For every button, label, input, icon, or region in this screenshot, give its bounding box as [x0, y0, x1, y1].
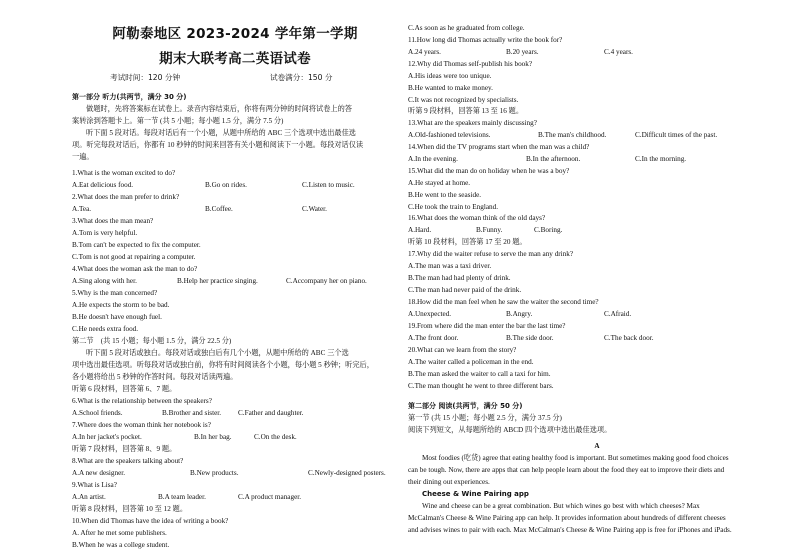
question: 3.What does the man mean?: [72, 217, 154, 225]
option: B.When he was a college student.: [72, 541, 170, 549]
passage-line: their dining out experiences.: [408, 478, 490, 486]
exam-title-line1: 阿勒泰地区 2023-2024 学年第一学期: [112, 26, 358, 42]
option: A.In the evening.: [408, 155, 458, 163]
option: C.He took the train to England.: [408, 203, 499, 211]
question: 11.How long did Thomas actually write the book for?: [408, 36, 563, 44]
option: C.Water.: [302, 205, 327, 213]
option: B.The man's childhood.: [538, 131, 607, 139]
option: B.He wanted to make money.: [408, 84, 493, 92]
option: C.As soon as he graduated from college.: [408, 24, 525, 32]
option: A.24 years.: [408, 48, 441, 56]
option: A.Unexpected.: [408, 310, 452, 318]
option: C.Boring.: [534, 226, 563, 234]
option: A.The waiter called a policeman in the end.: [408, 358, 534, 366]
passage-line: can be tough. Now, there are apps that can help people learn about the food they eat to improve their diets and: [408, 466, 725, 474]
section2-intro: 听下面 5 段对话或独白。每段对话或独白后有几个小题，从题中所给的 ABC 三个选: [86, 349, 349, 357]
section2-intro: 项中选出最佳选项。听每段对话或独白前，你将有时间阅读各个小题，每小题 5 秒钟；听完后，: [72, 361, 374, 369]
part1-heading: 第一部分 听力(共两节，满分 30 分): [72, 93, 187, 101]
option: B.In her bag.: [194, 433, 232, 441]
material-note: 听第 9 段材料，回答第 13 至 16 题。: [408, 107, 524, 115]
option: A.Old-fashioned televisions.: [408, 131, 491, 139]
option: B.Funny.: [476, 226, 503, 234]
option: A. After he met some publishers.: [72, 529, 167, 537]
options-row: [72, 468, 398, 479]
question: 10.When did Thomas have the idea of writing a book?: [72, 517, 229, 525]
option: B.The side door.: [506, 334, 554, 342]
part2-heading: 第二部分 阅读(共两节，满分 50 分): [408, 402, 523, 410]
question: 6.What is the relationship between the speakers?: [72, 397, 212, 405]
option: A.The front door.: [408, 334, 459, 342]
option: C.4 years.: [604, 48, 633, 56]
option: C.The man thought he went to three different bars.: [408, 382, 554, 390]
option: C.Newly-designed posters.: [308, 469, 386, 477]
material-note: 听第 8 段材料，回答第 10 至 12 题。: [72, 505, 188, 513]
option: A.He stayed at home.: [408, 179, 471, 187]
passage-line: Wine and cheese can be a great combination. But which wines go best with which cheeses? Max: [422, 502, 700, 510]
part1-intro: 案转涂到答题卡上。第一节 (共 5 小题；每小题 1.5 分，满分 7.5 分): [72, 117, 284, 125]
option: B.A team leader.: [158, 493, 206, 501]
option: C.Afraid.: [604, 310, 632, 318]
options-row: [408, 309, 786, 320]
question: 20.What can we learn from the story?: [408, 346, 517, 354]
option: A.An artist.: [72, 493, 106, 501]
question: 16.What does the woman think of the old days?: [408, 214, 546, 222]
full-score: 试卷满分：150 分: [270, 73, 333, 82]
question: 5.Why is the man concerned?: [72, 289, 158, 297]
options-row: [408, 154, 786, 165]
question: 15.What did the man do on holiday when he was a boy?: [408, 167, 570, 175]
question: 17.Why did the waiter refuse to serve the man any drink?: [408, 250, 574, 258]
option: B.He doesn't have enough fuel.: [72, 313, 162, 321]
option: C.A product manager.: [238, 493, 302, 501]
option: C.Accompany her on piano.: [286, 277, 367, 285]
part2-section1: 第一节 (共 15 小题；每小题 2.5 分，满分 37.5 分): [408, 414, 562, 422]
material-note: 听第 10 段材料，回答第 17 至 20 题。: [408, 238, 527, 246]
question: 19.From where did the man enter the bar the last time?: [408, 322, 566, 330]
option: B.Angry.: [506, 310, 533, 318]
question: 13.What are the speakers mainly discussing?: [408, 119, 537, 127]
options-row: [72, 180, 398, 191]
passage-line: and advises wines to pair with each. Max McCalman's Cheese & Wine Pairing app is free for iPhones and iPads.: [408, 526, 732, 534]
option: A.The man was a taxi driver.: [408, 262, 492, 270]
option: C.The back door.: [604, 334, 654, 342]
material-note: 听第 7 段材料，回答第 8、9 题。: [72, 445, 177, 453]
section2-intro: 各小题将给出 5 秒钟的作答时间。每段对话读两遍。: [72, 373, 238, 381]
exam-time: 考试时间：120 分钟: [110, 73, 181, 82]
question: 9.What is Lisa?: [72, 481, 117, 489]
passage-label: A: [594, 442, 600, 450]
option: A.Hard.: [408, 226, 432, 234]
question: 2.What does the man prefer to drink?: [72, 193, 180, 201]
option: B.The man had had plenty of drink.: [408, 274, 511, 282]
option: C.In the morning.: [635, 155, 687, 163]
option: C.It was not recognized by specialists.: [408, 96, 519, 104]
passage-line: McCalman's Cheese & Wine Pairing app can help. It provides information about hundreds of different cheeses: [408, 514, 726, 522]
option: A.Tom is very helpful.: [72, 229, 138, 237]
options-row: [72, 276, 398, 287]
app-title: Cheese & Wine Pairing app: [422, 490, 529, 498]
option: A.Tea.: [72, 205, 92, 213]
option: B.Brother and sister.: [162, 409, 222, 417]
part1-intro: 做题时，先将答案标在试卷上。录音内容结束后，你将有两分钟的时间将试卷上的答: [86, 105, 352, 113]
option: B.New products.: [190, 469, 239, 477]
option: A.School friends.: [72, 409, 123, 417]
options-row: [408, 333, 786, 344]
option: C.Tom is not good at repairing a computer.: [72, 253, 196, 261]
option: C.Listen to music.: [302, 181, 355, 189]
options-row: [408, 130, 786, 141]
passage-line: Most foodies (吃货) agree that eating healthy food is important. But sometimes making good food choices: [422, 454, 729, 462]
option: C.On the desk.: [254, 433, 297, 441]
option: B.Coffee.: [205, 205, 233, 213]
option: A.He expects the storm to be bad.: [72, 301, 170, 309]
section2-heading: 第二节 (共 15 小题；每小题 1.5 分，满分 22.5 分): [72, 337, 232, 345]
option: B.He went to the seaside.: [408, 191, 482, 199]
options-row: [72, 492, 398, 503]
option: C.The man had never paid of the drink.: [408, 286, 522, 294]
question: 1.What is the woman excited to do?: [72, 169, 176, 177]
option: A.In her jacket's pocket.: [72, 433, 142, 441]
option: C.Difficult times of the past.: [635, 131, 718, 139]
part1-intro: 听下面 5 段对话。每段对话后有一个小题，从题中所给的 ABC 三个选项中选出最佳选: [86, 129, 356, 137]
option: A.A new designer.: [72, 469, 126, 477]
question: 8.What are the speakers talking about?: [72, 457, 184, 465]
question: 12.Why did Thomas self-publish his book?: [408, 60, 533, 68]
options-row: [72, 204, 398, 215]
question: 14.When did the TV programs start when the man was a child?: [408, 143, 590, 151]
option: B.20 years.: [506, 48, 539, 56]
option: B.Go on rides.: [205, 181, 247, 189]
options-row: [72, 432, 398, 443]
question: 18.How did the man feel when he saw the waiter the second time?: [408, 298, 599, 306]
question: 4.What does the woman ask the man to do?: [72, 265, 198, 273]
option: B.Help her practice singing.: [177, 277, 258, 285]
option: A.Eat delicious food.: [72, 181, 134, 189]
option: A.His ideas were too unique.: [408, 72, 492, 80]
part1-intro: 一遍。: [72, 153, 94, 161]
option: C.He needs extra food.: [72, 325, 139, 333]
options-row: [408, 47, 786, 58]
option: B.In the afternoon.: [526, 155, 581, 163]
question: 7.Where does the woman think her notebook is?: [72, 421, 211, 429]
material-note: 听第 6 段材料，回答第 6、7 题。: [72, 385, 177, 393]
option: B.Tom can't be expected to fix the computer.: [72, 241, 201, 249]
options-row: [408, 225, 786, 236]
option: C.Father and daughter.: [238, 409, 304, 417]
exam-title-line2: 期末大联考高二英语试卷: [159, 51, 311, 67]
option: B.The man asked the waiter to call a taxi for him.: [408, 370, 551, 378]
part1-intro: 项。听完每段对话后，你都有 10 秒钟的时间来回答有关小题和阅读下一小题。每段对话仅读: [72, 141, 364, 149]
part2-instruction: 阅读下列短文，从每题所给的 ABCD 四个选项中选出最佳选项。: [408, 426, 612, 434]
options-row: [72, 408, 398, 419]
option: A.Sing along with her.: [72, 277, 137, 285]
